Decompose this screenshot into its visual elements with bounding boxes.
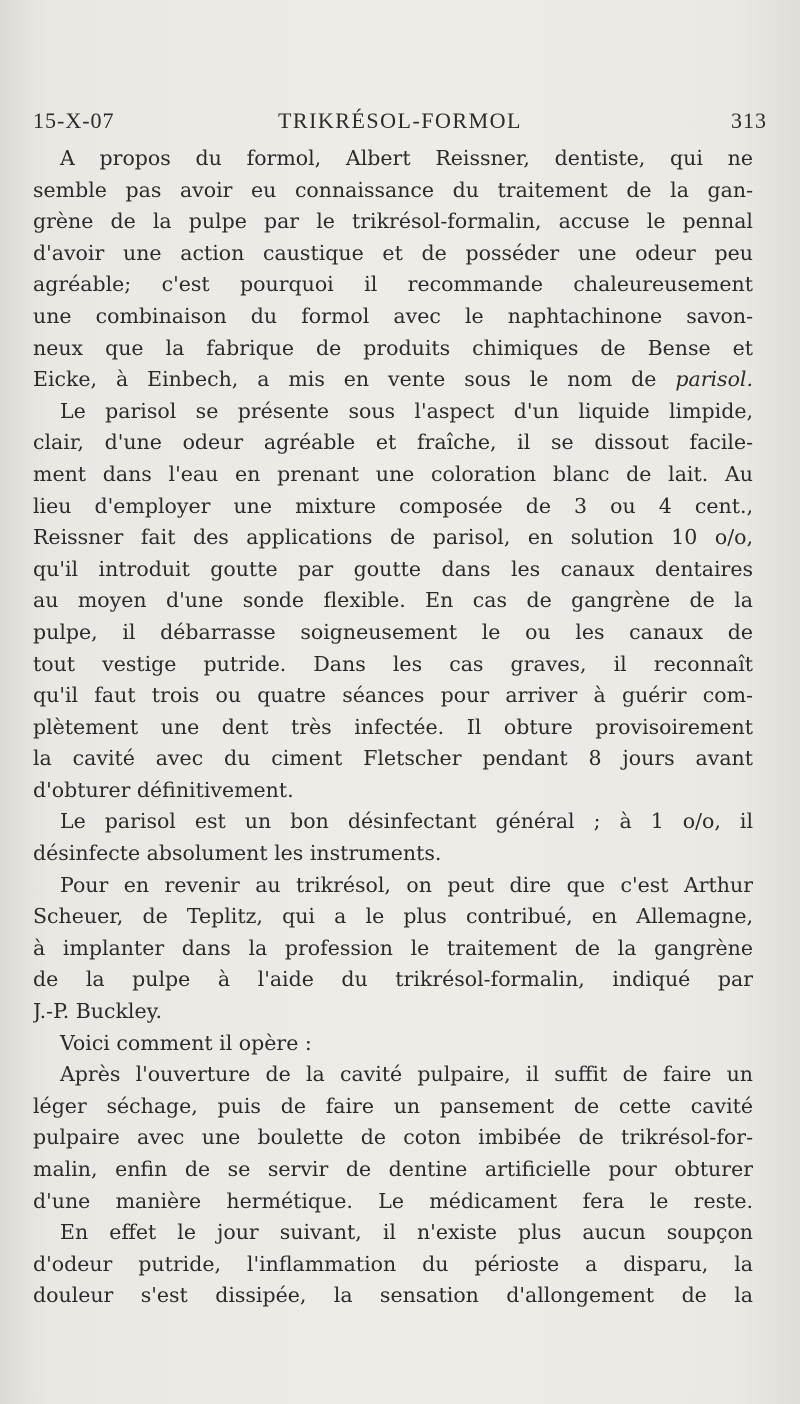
text-line bbox=[33, 901, 753, 933]
line-text: Le parisol est un bon désinfectant général ; à 1 o/o, il bbox=[60, 809, 753, 834]
line-text: douleur s'est dissipée, la sensation d'allongement de la bbox=[33, 1283, 753, 1308]
line-text: Pour en revenir au trikrésol, on peut dire que c'est Arthur bbox=[60, 872, 753, 897]
line-text: qu'il introduit goutte par goutte dans les canaux dentaires bbox=[33, 556, 753, 581]
line-text: Voici comment il opère : bbox=[60, 1030, 312, 1055]
header-title: TRIKRÉSOL-FORMOL bbox=[277, 108, 522, 133]
line-text: Après l'ouverture de la cavité pulpaire, il suffit de faire un bbox=[60, 1062, 753, 1087]
text-line bbox=[33, 806, 753, 838]
text-line bbox=[33, 1122, 753, 1154]
text-line bbox=[33, 743, 753, 775]
line-text: d'odeur putride, l'inflammation du périoste a disparu, la bbox=[33, 1251, 753, 1276]
line-text: Reissner fait des applications de parisol, en solution 10 o/o, bbox=[33, 525, 753, 550]
text-line bbox=[33, 459, 753, 491]
text-line bbox=[33, 680, 753, 712]
text-line bbox=[33, 491, 753, 523]
line-text: lieu d'employer une mixture composée de 3 ou 4 cent., bbox=[33, 493, 753, 518]
text-line bbox=[33, 522, 753, 554]
line-text: malin, enfin de se servir de dentine artificielle pour obturer bbox=[33, 1157, 753, 1181]
text-line bbox=[33, 775, 753, 807]
text-line bbox=[33, 1217, 753, 1249]
line-text: grène de la pulpe par le trikrésol-formalin, accuse le pennal bbox=[33, 209, 753, 234]
page-number: 313 bbox=[731, 108, 767, 133]
line-text: semble pas avoir eu connaissance du traitement de la gan- bbox=[33, 177, 753, 202]
text-line bbox=[33, 1028, 753, 1060]
text-line bbox=[33, 301, 753, 333]
line-text: neux que la fabrique de produits chimiques de Bense et bbox=[33, 335, 753, 360]
line-text: léger séchage, puis de faire un pansement de cette cavité bbox=[33, 1093, 753, 1118]
line-text: Le parisol se présente sous l'aspect d'un liquide limpide, bbox=[60, 398, 753, 423]
text-line bbox=[33, 870, 753, 902]
line-text: Eicke, à Einbech, a mis en vente sous le nom de bbox=[33, 367, 676, 392]
text-line bbox=[33, 238, 753, 270]
body-text bbox=[33, 143, 753, 1312]
text-line bbox=[33, 1280, 753, 1312]
line-text: pulpaire avec une boulette de coton imbibée de trikrésol-for- bbox=[33, 1125, 753, 1150]
text-line bbox=[33, 838, 753, 870]
line-text: une combinaison du formol avec le naphtachinone savon- bbox=[33, 303, 753, 328]
line-text: plètement une dent très infectée. Il obture provisoirement bbox=[33, 714, 753, 739]
text-line bbox=[33, 269, 753, 301]
text-line bbox=[33, 143, 753, 175]
line-text: J.-P. Buckley. bbox=[33, 999, 162, 1024]
text-line bbox=[33, 1059, 753, 1091]
line-text: à implanter dans la profession le traitement de la gangrène bbox=[33, 935, 753, 960]
text-line bbox=[33, 1186, 753, 1218]
text-line bbox=[33, 175, 753, 207]
running-header bbox=[33, 108, 767, 144]
text-line bbox=[33, 364, 753, 396]
line-text: d'obturer définitivement. bbox=[33, 777, 294, 802]
line-text: la cavité avec du ciment Fletscher pendant 8 jours avant bbox=[33, 746, 753, 771]
line-text: A propos du formol, Albert Reissner, dentiste, qui ne bbox=[60, 146, 753, 170]
line-text: désinfecte absolument les instruments. bbox=[33, 841, 442, 866]
line-text: tout vestige putride. Dans les cas graves, il reconnaît bbox=[33, 651, 753, 676]
text-line bbox=[33, 996, 753, 1028]
text-line bbox=[33, 617, 753, 649]
line-text: d'avoir une action caustique et de posséder une odeur peu bbox=[33, 240, 753, 265]
text-line bbox=[33, 427, 753, 459]
text-line bbox=[33, 933, 753, 965]
header-date: 15-X-07 bbox=[33, 108, 115, 133]
line-text: qu'il faut trois ou quatre séances pour arriver à guérir com- bbox=[33, 683, 753, 708]
text-line bbox=[33, 1154, 753, 1186]
line-text: En effet le jour suivant, il n'existe plus aucun soupçon bbox=[60, 1220, 753, 1245]
italic-term: parisol. bbox=[675, 367, 753, 392]
text-line bbox=[33, 554, 753, 586]
text-line bbox=[33, 1249, 753, 1281]
line-text: clair, d'une odeur agréable et fraîche, il se dissout facile- bbox=[33, 430, 753, 455]
text-line bbox=[33, 1091, 753, 1123]
text-line bbox=[33, 206, 753, 238]
line-text: ment dans l'eau en prenant une coloration blanc de lait. Au bbox=[33, 461, 753, 486]
line-text: pulpe, il débarrasse soigneusement le ou les canaux de bbox=[33, 619, 753, 644]
line-text: de la pulpe à l'aide du trikrésol-formalin, indiqué par bbox=[33, 967, 753, 992]
text-line bbox=[33, 964, 753, 996]
line-text: Scheuer, de Teplitz, qui a le plus contribué, en Allemagne, bbox=[33, 904, 753, 929]
text-line bbox=[33, 649, 753, 681]
text-line bbox=[33, 333, 753, 365]
line-text: d'une manière hermétique. Le médicament fera le reste. bbox=[33, 1188, 753, 1213]
text-line bbox=[33, 712, 753, 744]
text-line bbox=[33, 585, 753, 617]
line-text: au moyen d'une sonde flexible. En cas de gangrène de la bbox=[33, 588, 753, 613]
text-line bbox=[33, 396, 753, 428]
line-text: agréable; c'est pourquoi il recommande chaleureusement bbox=[33, 272, 753, 297]
